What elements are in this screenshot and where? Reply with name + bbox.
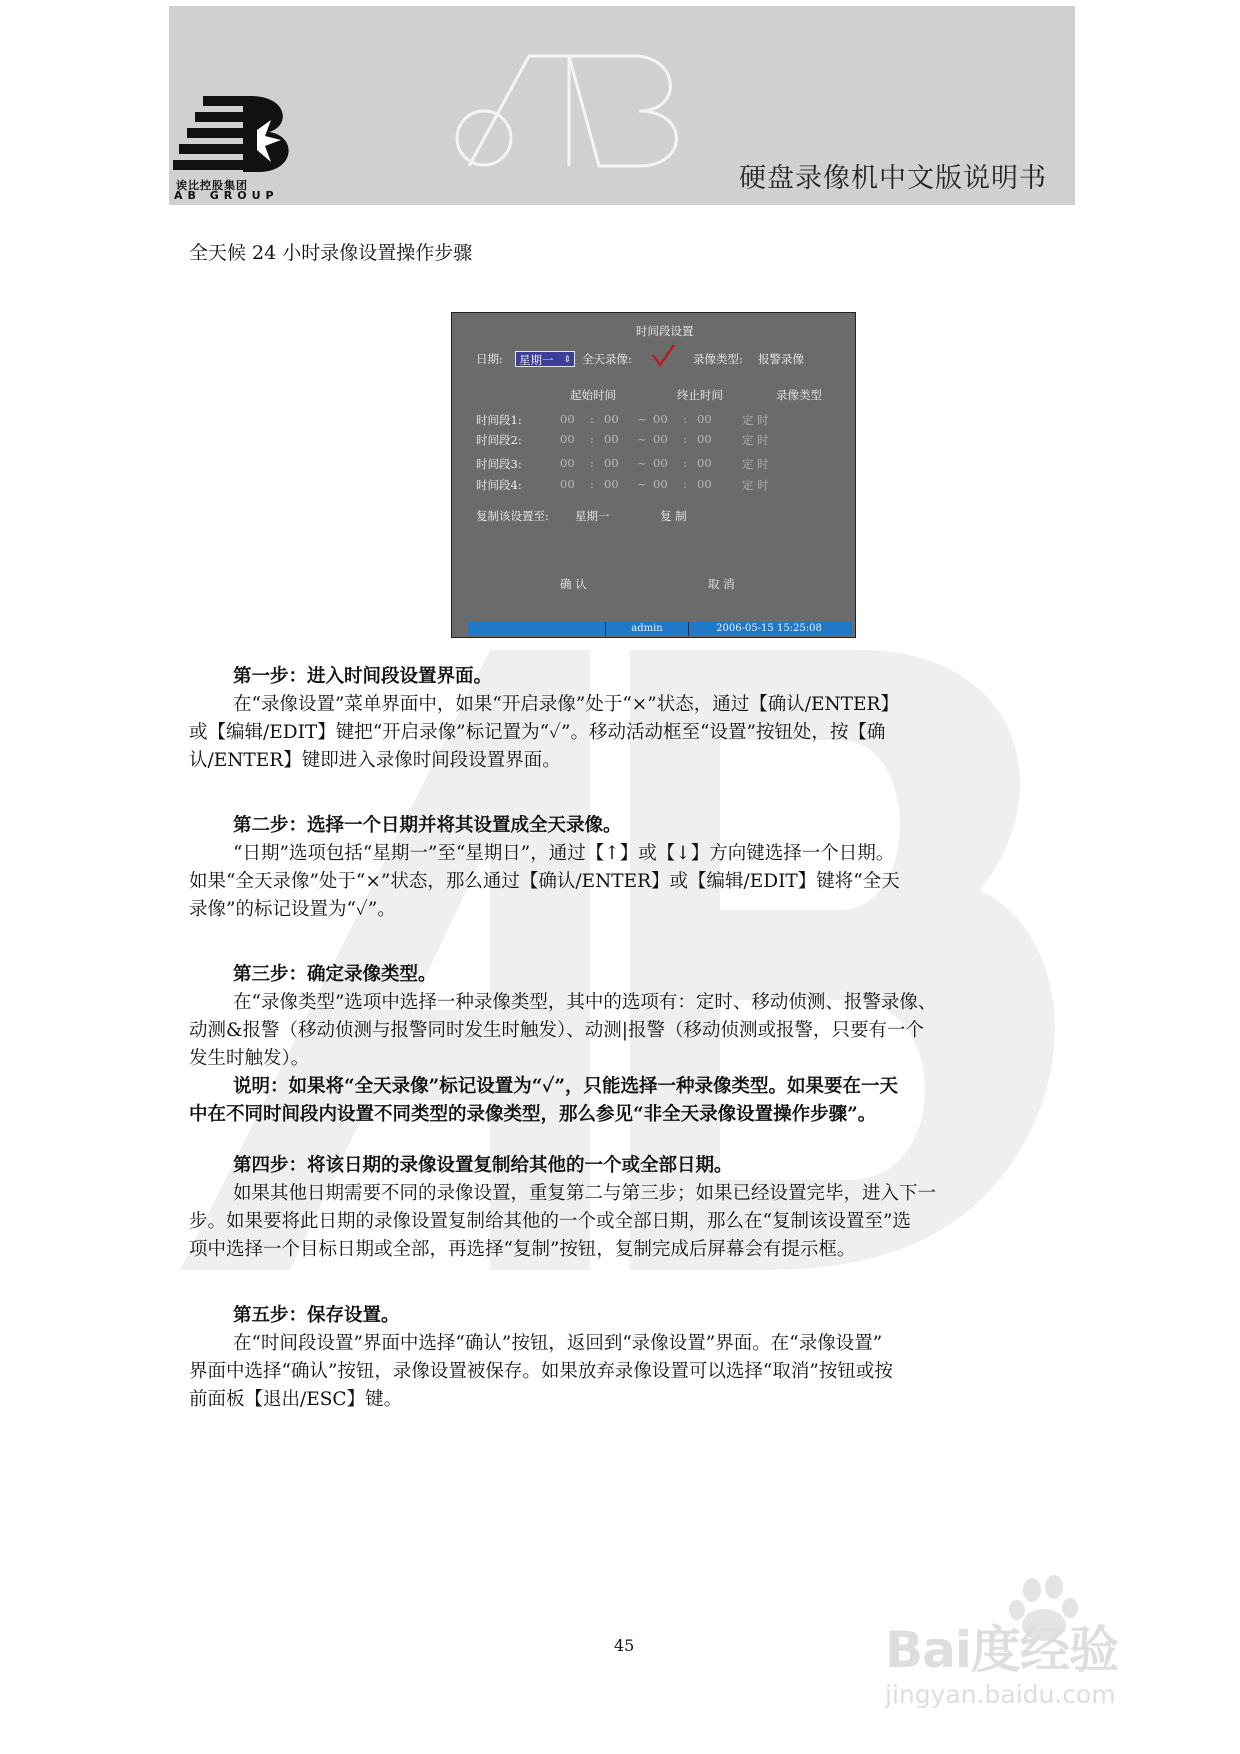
ab-group-logo-icon (173, 90, 323, 180)
baidu-logo: Bai度经验 (885, 1621, 1118, 1679)
dvr-period-sm[interactable]: 00 (604, 456, 619, 470)
step-paragraph-line: 如果“全天录像”处于“×”状态，那么通过【确认/ENTER】或【编辑/EDIT】键将“全天 (189, 871, 900, 892)
dvr-status-bar (468, 622, 852, 636)
dvr-period-colon[interactable]: : (590, 432, 594, 446)
baidu-url: jingyan.baidu.com (885, 1680, 1116, 1709)
dvr-period-sh[interactable]: 00 (560, 456, 575, 470)
dvr-copy-button[interactable]: 复 制 (660, 509, 687, 523)
dvr-period-colon[interactable]: : (683, 432, 687, 446)
dvr-period-sep[interactable]: ~ (637, 432, 647, 446)
dvr-period-sh[interactable]: 00 (560, 412, 575, 426)
dvr-status-datetime: 2006-05-15 15:25:08 (688, 622, 849, 636)
dvr-period-sh[interactable]: 00 (560, 432, 575, 446)
dvr-period-colon[interactable]: : (683, 456, 687, 470)
dvr-copy-to-label: 复制该设置至: (476, 509, 549, 523)
dvr-period-colon[interactable]: : (590, 477, 594, 491)
logo-chinese-name: 诶比控股集团 (176, 179, 248, 192)
section-title: 全天候 24 小时录像设置操作步骤 (189, 242, 473, 264)
dvr-col-end: 终止时间 (677, 388, 723, 402)
step-paragraph-line: “日期”选项包括“星期一”至“星期日”，通过【↑】或【↓】方向键选择一个日期。 (233, 843, 895, 864)
step-heading: 第一步：进入时间段设置界面。 (233, 666, 493, 687)
dvr-date-select[interactable] (515, 351, 575, 367)
step-paragraph-line: 动测&报警（移动侦测与报警同时发生时触发）、动测|报警（移动侦测或报警，只要有一个 (189, 1020, 924, 1041)
dvr-period-em[interactable]: 00 (697, 412, 712, 426)
dvr-period-type[interactable]: 定 时 (742, 413, 769, 427)
page-number: 45 (614, 1636, 635, 1655)
dvr-period-colon[interactable]: : (590, 456, 594, 470)
dvr-period-sep[interactable]: ~ (637, 456, 647, 470)
logo-english-name: AB GROUP (174, 189, 279, 202)
step-paragraph-line: 在“录像设置”菜单界面中，如果“开启录像”处于“×”状态，通过【确认/ENTER】 (233, 694, 899, 715)
dvr-period-label: 时间段2: (476, 433, 522, 447)
dvr-period-colon[interactable]: : (590, 412, 594, 426)
step-heading: 第三步：确定录像类型。 (233, 964, 437, 985)
step-paragraph-line: 认/ENTER】键即进入录像时间段设置界面。 (189, 750, 561, 771)
dvr-period-label: 时间段1: (476, 413, 522, 427)
step-paragraph-line: 步。如果要将此日期的录像设置复制给其他的一个或全部日期，那么在“复制该设置至”选 (189, 1211, 911, 1232)
step-paragraph-line: 如果其他日期需要不同的录像设置，重复第二与第三步；如果已经设置完毕，进入下一 (233, 1183, 937, 1204)
dvr-confirm-button[interactable]: 确 认 (560, 577, 587, 591)
dvr-col-start: 起始时间 (570, 388, 616, 402)
dvr-col-type: 录像类型 (776, 388, 822, 402)
dvr-record-type-label: 录像类型: (693, 352, 743, 366)
dvr-date-label: 日期: (476, 352, 503, 366)
step-paragraph-line: 界面中选择“确认”按钮，录像设置被保存。如果放弃录像设置可以选择“取消”按钮或按 (189, 1361, 893, 1382)
dvr-period-sh[interactable]: 00 (560, 477, 575, 491)
dvr-period-type[interactable]: 定 时 (742, 478, 769, 492)
dvr-period-eh[interactable]: 00 (653, 456, 668, 470)
dvr-period-sm[interactable]: 00 (604, 477, 619, 491)
step-paragraph-line: 在“时间段设置”界面中选择“确认”按钮，返回到“录像设置”界面。在“录像设置” (233, 1333, 883, 1354)
dvr-record-type-value[interactable]: 报警录像 (758, 352, 804, 366)
dvr-cancel-button[interactable]: 取 消 (708, 577, 735, 591)
step-heading: 第二步：选择一个日期并将其设置成全天录像。 (233, 815, 622, 836)
dvr-period-sm[interactable]: 00 (604, 432, 619, 446)
dvr-period-sep[interactable]: ~ (637, 477, 647, 491)
dvr-period-eh[interactable]: 00 (653, 412, 668, 426)
dvr-period-type[interactable]: 定 时 (742, 433, 769, 447)
dvr-period-sm[interactable]: 00 (604, 412, 619, 426)
step-heading: 第四步：将该日期的录像设置复制给其他的一个或全部日期。 (233, 1155, 733, 1176)
dvr-period-label: 时间段3: (476, 457, 522, 471)
dvr-period-label: 时间段4: (476, 478, 522, 492)
page-header (169, 6, 1075, 205)
dvr-period-em[interactable]: 00 (697, 432, 712, 446)
dvr-period-colon[interactable]: : (683, 477, 687, 491)
dvr-period-em[interactable]: 00 (697, 477, 712, 491)
dvr-period-em[interactable]: 00 (697, 456, 712, 470)
step-paragraph-line: 或【编辑/EDIT】键把“开启录像”标记置为“✓”。移动活动框至“设置”按钮处，按【确 (189, 722, 886, 743)
dvr-period-colon[interactable]: : (683, 412, 687, 426)
step-heading: 第五步：保存设置。 (233, 1305, 400, 1326)
dvr-period-sep[interactable]: ~ (637, 412, 647, 426)
step-note-line: 中在不同时间段内设置不同类型的录像类型，那么参见“非全天录像设置操作步骤”。 (189, 1104, 877, 1125)
step-paragraph-line: 项中选择一个目标日期或全部，再选择“复制”按钮，复制完成后屏幕会有提示框。 (189, 1239, 856, 1260)
dvr-allday-label: 全天录像: (582, 352, 632, 366)
step-note-line: 说明：如果将“全天录像”标记设置为“✓”，只能选择一种录像类型。如果要在一天 (233, 1076, 898, 1097)
header-title: 硬盘录像机中文版说明书 (739, 163, 1047, 194)
checkmark-icon[interactable] (650, 343, 676, 369)
dvr-screen-title: 时间段设置 (636, 324, 694, 338)
dvr-copy-to-value[interactable]: 星期一 (575, 509, 610, 523)
dvr-period-eh[interactable]: 00 (653, 477, 668, 491)
dvr-date-value: 星期一 (519, 353, 554, 367)
step-paragraph-line: 发生时触发）。 (189, 1048, 310, 1069)
dvr-period-type[interactable]: 定 时 (742, 457, 769, 471)
step-paragraph-line: 在“录像类型”选项中选择一种录像类型，其中的选项有：定时、移动侦测、报警录像、 (233, 992, 937, 1013)
dvr-status-user: admin (605, 622, 688, 636)
step-paragraph-line: 录像”的标记设置为“✓”。 (189, 899, 396, 920)
step-paragraph-line: 前面板【退出/ESC】键。 (189, 1389, 403, 1410)
dvr-time-period-screen (451, 312, 856, 638)
updown-arrow-icon: ⇕ (563, 355, 571, 365)
dvr-period-eh[interactable]: 00 (653, 432, 668, 446)
